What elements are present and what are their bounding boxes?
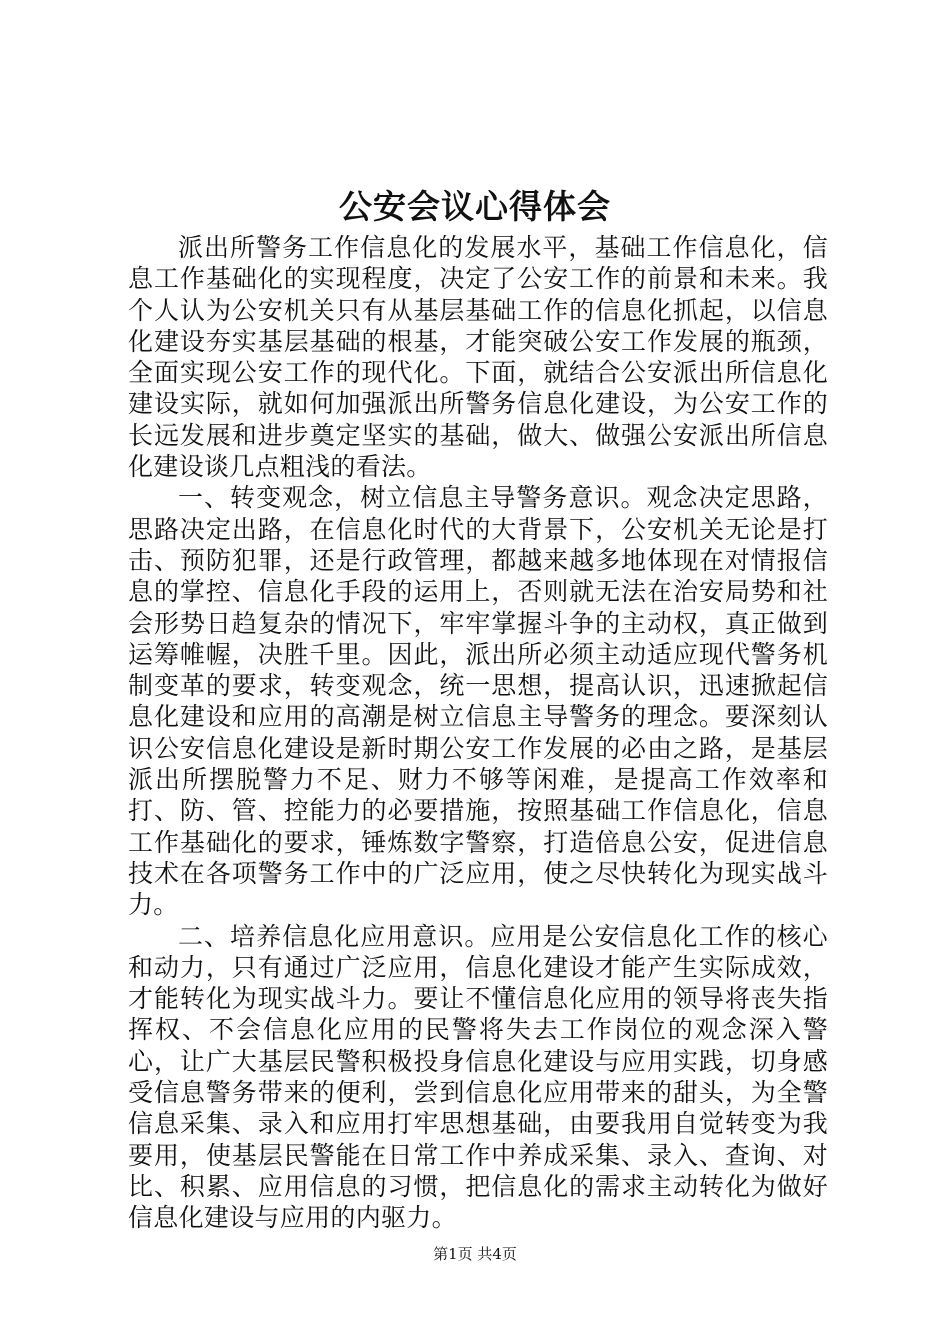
paragraph-section-1: 一、转变观念，树立信息主导警务意识。观念决定思路，思路决定出路，在信息化时代的大背景下，公安机关无论是打击、预防犯罪，还是行政管理，都越来越多地体现在对情报信息的掌控、信息化手段的运用上，否则就无法在治安局势和社会形势日趋复杂的情况下，牢牢掌握斗争的主动权，真正做到运筹帷幄，决胜千里。因此，派出所必须主动适应现代警务机制变革的要求，转变观念，统一思想，提高认识，迅速掀起信息化建设和应用的高潮是树立信息主导警务的理念。要深刻认识公安信息化建设是新时期公安工作发展的必由之路，是基层派出所摆脱警力不足、财力不够等闲难，是提高工作效率和打、防、管、控能力的必要措施，按照基础工作信息化，信息工作基础化的要求，锤炼数字警察，打造倍息公安，促进信息技术在各项警务工作中的广泛应用，使之尽快转化为现实战斗力。 [128, 483, 828, 920]
document-body [128, 232, 828, 1234]
page-title: 公安会议心得体会 [339, 187, 611, 226]
paragraph-section-2: 二、培养信息化应用意识。应用是公安信息化工作的核心和动力，只有通过广泛应用，信息化建设才能产生实际成效，才能转化为现实战斗力。要让不懂信息化应用的领导将丧失指挥权、不会信息化应用的民警将失去工作岗位的观念深入警心，让广大基层民警积极投身信息化建设与应用实践，切身感受信息警务带来的便利，尝到信息化应用带来的甜头，为全警信息采集、录入和应用打牢思想基础，由要我用自觉转变为我要用，使基层民警能在日常工作中养成采集、录入、查询、对比、积累、应用信息的习惯，把信息化的需求主动转化为做好信息化建设与应用的内驱力。 [128, 921, 828, 1233]
paragraph-intro: 派出所警务工作信息化的发展水平，基础工作信息化，信息工作基础化的实现程度，决定了公安工作的前景和未来。我个人认为公安机关只有从基层基础工作的信息化抓起，以信息化建设夯实基层基础的根基，才能突破公安工作发展的瓶颈，全面实现公安工作的现代化。下面，就结合公安派出所信息化建设实际，就如何加强派出所警务信息化建设，为公安工作的长远发展和进步奠定坚实的基础，做大、做强公安派出所信息化建设谈几点粗浅的看法。 [128, 233, 828, 482]
page-number-footer: 第1页 共4页 [433, 1245, 517, 1263]
